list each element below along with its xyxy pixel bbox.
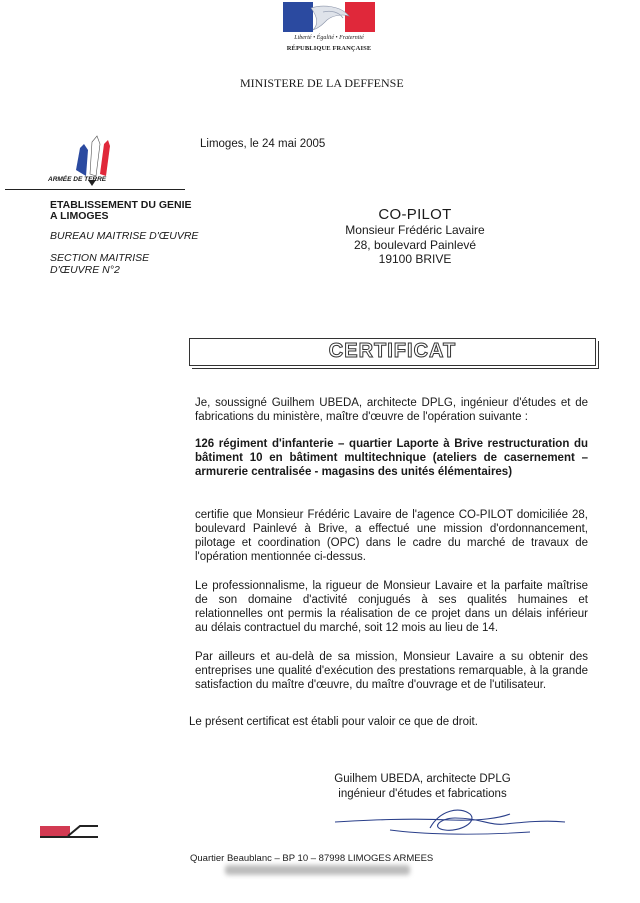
recipient-address <box>310 206 520 267</box>
signatory-name: Guilhem UBEDA, architecte DPLG <box>334 773 511 785</box>
sender-section-line2: D'ŒUVRE N°2 <box>50 264 120 276</box>
operation-paragraph: 126 régiment d'infanterie – quartier Laporte à Brive restructuration du bâtiment 10 en bâtiment multitechnique (ateliers de casernement – armurerie centralisée - magasins des unités élémentaires) <box>195 438 588 478</box>
recipient-city: 19100 BRIVE <box>378 252 452 266</box>
footer-redacted-contact <box>225 865 410 875</box>
closing-paragraph: Le présent certificat est établi pour valoir ce que de droit. <box>189 716 478 728</box>
intro-paragraph: Je, soussigné Guilhem UBEDA, architecte DPLG, ingénieur d'études et de fabrications du ministère, maître d'œuvre de l'opération suivante : <box>195 397 588 423</box>
divider <box>5 189 185 190</box>
republic-name: RÉPUBLIQUE FRANÇAISE <box>286 45 372 52</box>
marianne-logo-icon <box>283 2 375 32</box>
letter-date: Limoges, le 24 mai 2005 <box>200 138 326 150</box>
professionalism-paragraph: Le professionnalisme, la rigueur de Monsieur Lavaire et la parfaite maîtrise de son domaine d'activité conjugués à ses qualités humaines et relationnelles ont permis la réalisation de ce projet dans un délais inférieur au délais contractuel du marché, soit 12 mois au lieu de 14. <box>195 580 588 634</box>
recipient-name: Monsieur Frédéric Lavaire <box>345 223 485 237</box>
beyond-paragraph: Par ailleurs et au-delà de sa mission, Monsieur Lavaire a su obtenir des entreprises une qualité d'exécution des prestations remarquable, à la grande satisfaction du maître d'œuvre, du maître d'ouvrage et de l'utilisateur. <box>195 651 588 691</box>
sender-bureau: BUREAU MAITRISE D'ŒUVRE <box>50 230 199 242</box>
sender-establishment <box>50 200 192 222</box>
sender-section <box>50 252 149 276</box>
certify-paragraph: certifie que Monsieur Frédéric Lavaire de l'agence CO-PILOT domiciliée 28, boulevard Painlevé à Brive, a effectué une mission d'ordonnancement, pilotage et coordination (OPC) dans le cadre du marché de travaux de l'opération mentionnée ci-dessus. <box>195 509 588 563</box>
republic-motto: Liberté • Égalité • Fraternité <box>294 35 364 41</box>
sender-establishment-line1: ETABLISSEMENT DU GENIE <box>50 199 192 211</box>
handwritten-signature-icon <box>330 800 570 850</box>
ministry-heading: MINISTERE DE LA DEFFENSE <box>240 76 404 90</box>
recipient-street: 28, boulevard Painlevé <box>353 237 477 252</box>
sender-section-line1: SECTION MAITRISE <box>50 252 150 264</box>
sender-establishment-line2: A LIMOGES <box>50 210 109 222</box>
army-logo-text: ARMÉE DE TERRE <box>48 176 107 183</box>
recipient-company: CO-PILOT <box>378 206 452 223</box>
signatory-title: ingénieur d'études et fabrications <box>338 788 507 800</box>
footer-logo-icon <box>40 822 98 838</box>
certificate-title: CERTIFICAT <box>328 340 457 362</box>
footer-address: Quartier Beaublanc – BP 10 – 87998 LIMOGES ARMEES <box>190 853 434 864</box>
